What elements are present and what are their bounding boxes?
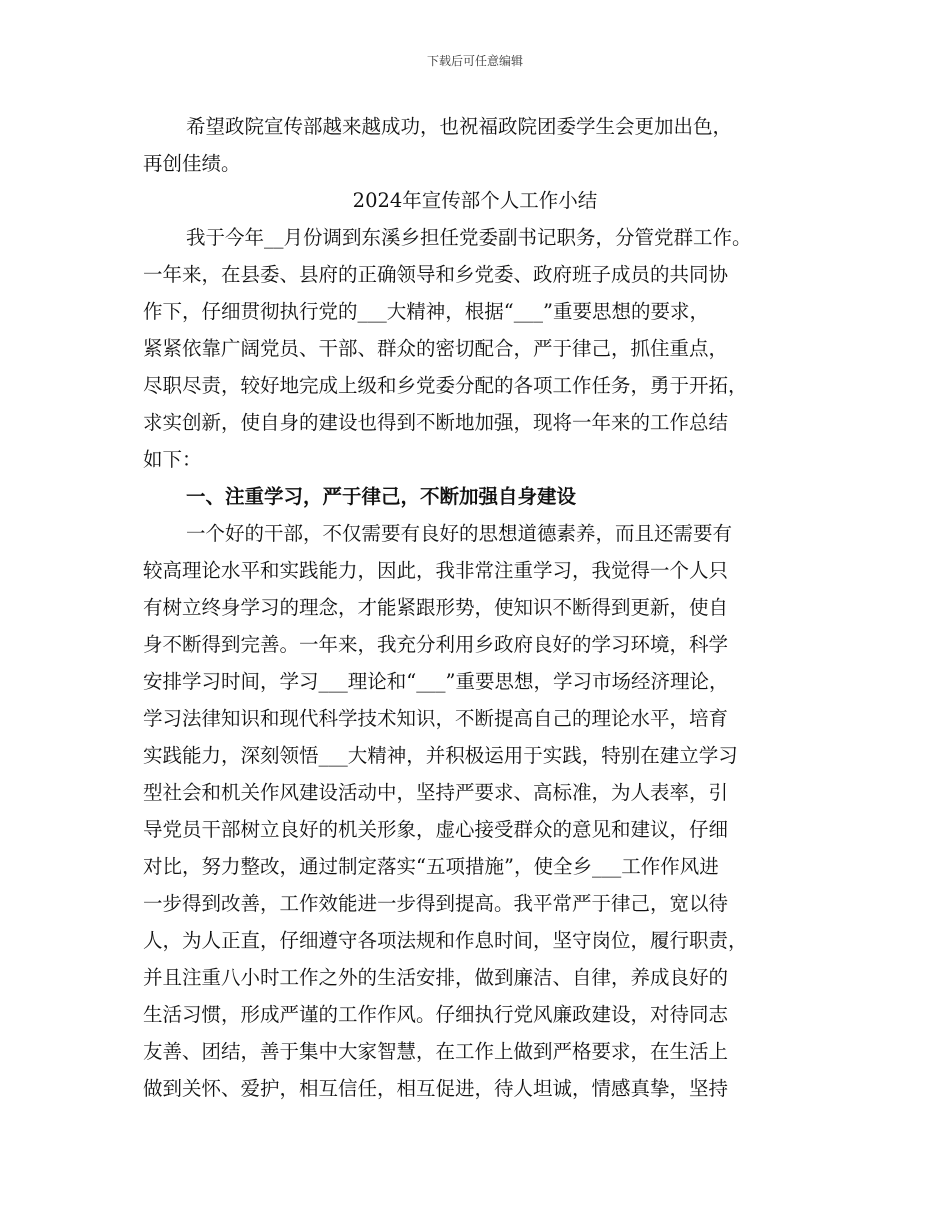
- text-line: 实践能力，深刻领悟___大精神，并积极运用于实践，特别在建立学习: [143, 744, 738, 767]
- text-line: 如下：: [143, 448, 202, 471]
- text-line: 做到关怀、爱护，相互信任，相互促进，待人坦诚，情感真挚，坚持: [143, 1077, 729, 1100]
- text-line: 身不断得到完善。一年来，我充分利用乡政府良好的学习环境，科学: [143, 633, 729, 656]
- text-line: 我于今年__月份调到东溪乡担任党委副书记职务，分管党群工作。: [186, 226, 752, 249]
- text-line: 一年来，在县委、县府的正确领导和乡党委、政府班子成员的共同协: [143, 263, 729, 286]
- text-line: 对比，努力整改，通过制定落实“五项措施”，使全乡___工作作风进: [143, 855, 719, 878]
- page-header-note: 下载后可任意编辑: [426, 54, 523, 68]
- text-line: 生活习惯，形成严谨的工作作风。仔细执行党风廉政建设，对待同志: [143, 1003, 729, 1026]
- text-line: 希望政院宣传部越来越成功，也祝福政院团委学生会更加出色，: [186, 115, 733, 138]
- text-line: 尽职尽责，较好地完成上级和乡党委分配的各项工作任务，勇于开拓，: [143, 374, 748, 397]
- document-title: 2024年宣传部个人工作小结: [352, 189, 598, 212]
- section-heading: 一、注重学习，严于律己，不断加强自身建设: [186, 485, 577, 508]
- text-line: 有树立终身学习的理念，才能紧跟形势，使知识不断得到更新，使自: [143, 596, 729, 619]
- text-line: 安排学习时间，学习___理论和“___”重要思想，学习市场经济理论，: [143, 670, 729, 693]
- text-line: 学习法律知识和现代科学技术知识，不断提高自己的理论水平，培育: [143, 707, 729, 730]
- text-line: 一步得到改善，工作效能进一步得到提高。我平常严于律己，宽以待: [143, 892, 729, 915]
- text-line: 人，为人正直，仔细遵守各项法规和作息时间，坚守岗位，履行职责，: [143, 929, 748, 952]
- text-line: 作下，仔细贯彻执行党的___大精神，根据“___”重要思想的要求，: [143, 300, 709, 323]
- text-line: 导党员干部树立良好的机关形象，虚心接受群众的意见和建议，仔细: [143, 818, 729, 841]
- text-line: 较高理论水平和实践能力，因此，我非常注重学习，我觉得一个人只: [143, 559, 729, 582]
- text-line: 紧紧依靠广阔党员、干部、群众的密切配合，严于律己，抓住重点，: [143, 337, 729, 360]
- text-line: 型社会和机关作风建设活动中，坚持严要求、高标准，为人表率，引: [143, 781, 729, 804]
- text-line: 一个好的干部，不仅需要有良好的思想道德素养，而且还需要有: [186, 522, 733, 545]
- text-line: 并且注重八小时工作之外的生活安排，做到廉洁、自律，养成良好的: [143, 966, 729, 989]
- text-line: 求实创新，使自身的建设也得到不断地加强，现将一年来的工作总结: [143, 411, 729, 434]
- text-line: 友善、团结，善于集中大家智慧，在工作上做到严格要求，在生活上: [143, 1040, 729, 1063]
- text-line: 再创佳绩。: [143, 152, 241, 175]
